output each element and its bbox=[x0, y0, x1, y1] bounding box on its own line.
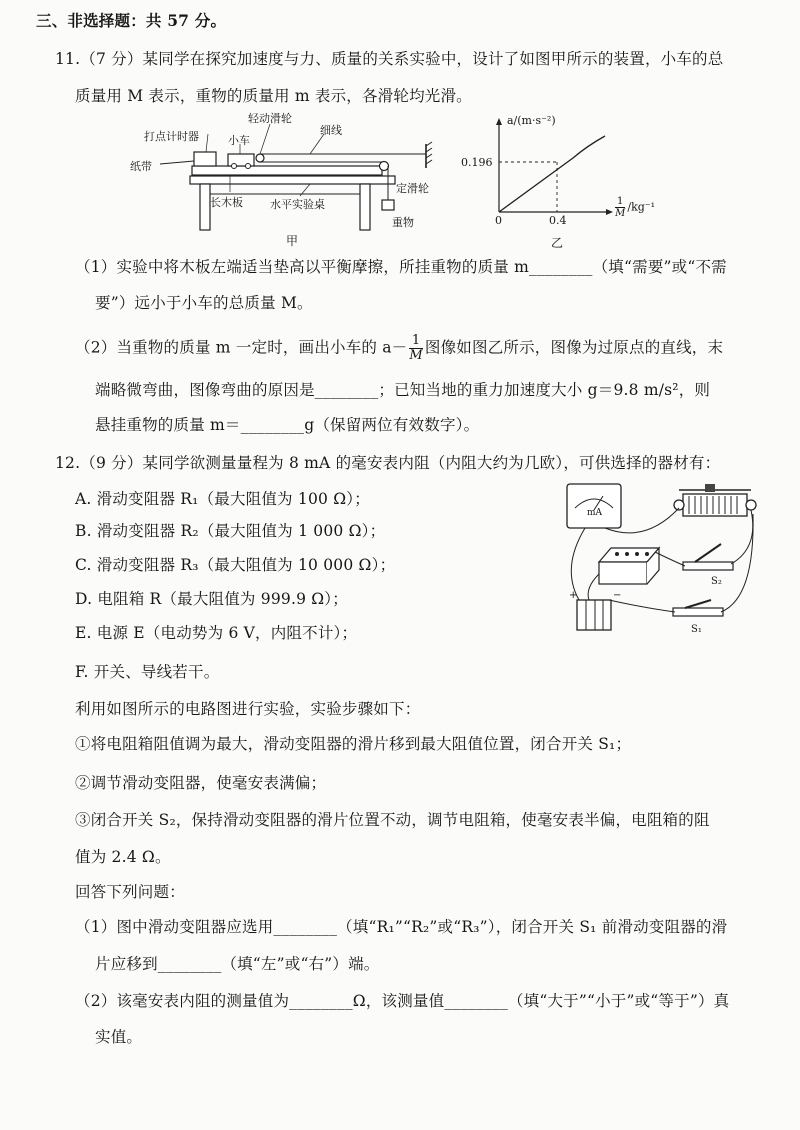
q12-option-c: C. 滑动变阻器 R₃（最大阻值为 10 000 Ω）； bbox=[75, 556, 396, 574]
graph-x-num: 1 bbox=[617, 196, 624, 207]
q11-part2-frac-num: 1 bbox=[409, 334, 423, 349]
graph-x-den: M bbox=[615, 208, 626, 219]
q11-stem-line1: 11.（7 分）某同学在探究加速度与力、质量的关系实验中，设计了如图甲所示的装置，小车的总 bbox=[55, 50, 724, 68]
caption-jia: 甲 bbox=[286, 234, 299, 248]
graph-y-mark: 0.196 bbox=[461, 156, 493, 169]
q11-part2-text-b: 图像如图乙所示，图像为过原点的直线，末 bbox=[424, 338, 724, 357]
label-cart: 小车 bbox=[228, 134, 250, 147]
q12-part2-line2: 实值。 bbox=[95, 1028, 143, 1046]
figure-jia bbox=[130, 108, 450, 248]
circuit-minus-label: − bbox=[613, 590, 622, 601]
q12-step-3: ③闭合开关 S₂，保持滑动变阻器的滑片位置不动，调节电阻箱，使毫安表半偏，电阻箱的阻 bbox=[75, 811, 710, 829]
q11-part1-line2: 要”）远小于小车的总质量 M。 bbox=[95, 294, 313, 312]
graph-x-unit: /kg⁻¹ bbox=[627, 200, 656, 214]
q11-part2-frac-den: M bbox=[409, 348, 423, 363]
circuit-meter-label: mA bbox=[587, 508, 603, 518]
q12-part2-line1: （2）该毫安表内阻的测量值为________Ω，该测量值________（填“大于”“小于”或“等于”）真 bbox=[75, 992, 730, 1010]
q11-part2-line1 bbox=[75, 334, 723, 363]
q11-part2-line3: 悬挂重物的质量 m＝________g（保留两位有效数字）。 bbox=[95, 416, 480, 434]
q12-part1-line2: 片应移到________（填“左”或“右”）端。 bbox=[95, 955, 380, 973]
q11-part2-line2: 端略微弯曲，图像弯曲的原因是________；已知当地的重力加速度大小 g＝9.8 m/s²，则 bbox=[95, 381, 711, 399]
q11-stem-line2: 质量用 M 表示，重物的质量用 m 表示，各滑轮均光滑。 bbox=[75, 87, 472, 105]
q12-option-b: B. 滑动变阻器 R₂（最大阻值为 1 000 Ω）； bbox=[75, 522, 386, 540]
q12-option-f: F. 开关、导线若干。 bbox=[75, 663, 220, 681]
caption-yi: 乙 bbox=[551, 236, 564, 250]
circuit-s1-label: S₁ bbox=[691, 624, 702, 635]
graph-x-mark: 0.4 bbox=[549, 214, 567, 227]
graph-a-vs-inverse-m bbox=[455, 110, 685, 250]
q12-option-e: E. 电源 E（电动势为 6 V，内阻不计）； bbox=[75, 624, 358, 642]
section-title: 三、非选择题：共 57 分。 bbox=[36, 11, 227, 30]
q12-option-d: D. 电阻箱 R（最大阻值为 999.9 Ω）； bbox=[75, 590, 348, 608]
label-fixed-pulley: 定滑轮 bbox=[396, 182, 429, 195]
q12-part1-line1: （1）图中滑动变阻器应选用________（填“R₁”“R₂”或“R₃”），闭合开关 S₁ 前滑动变阻器的滑 bbox=[75, 918, 728, 936]
q12-option-a: A. 滑动变阻器 R₁（最大阻值为 100 Ω）； bbox=[75, 490, 370, 508]
label-board: 长木板 bbox=[210, 196, 243, 209]
figure-circuit bbox=[555, 478, 765, 643]
q11-part1-line1: （1）实验中将木板左端适当垫高以平衡摩擦，所挂重物的质量 m________（填“需要”或“不需 bbox=[75, 258, 727, 276]
circuit-plus-label: + bbox=[569, 590, 578, 601]
label-tape: 纸带 bbox=[130, 160, 152, 173]
q12-step-3-cont: 值为 2.4 Ω。 bbox=[75, 848, 171, 866]
q12-answer-prompt: 回答下列问题： bbox=[75, 883, 185, 901]
q12-step-2: ②调节滑动变阻器，使毫安表满偏； bbox=[75, 774, 327, 792]
q12-step-1: ①将电阻箱阻值调为最大，滑动变阻器的滑片移到最大阻值位置，闭合开关 S₁； bbox=[75, 735, 632, 753]
label-string: 细线 bbox=[320, 124, 342, 137]
label-timer: 打点计时器 bbox=[144, 130, 199, 143]
graph-origin: 0 bbox=[495, 214, 502, 227]
q11-part2-text-a: （2）当重物的质量 m 一定时，画出小车的 a－ bbox=[75, 338, 408, 357]
circuit-s2-label: S₂ bbox=[711, 576, 722, 587]
q12-stem: 12.（9 分）某同学欲测量量程为 8 mA 的毫安表内阻（内阻大约为几欧），可供选择的器材有： bbox=[55, 454, 721, 472]
q12-intro: 利用如图所示的电路图进行实验，实验步骤如下： bbox=[75, 700, 421, 718]
figure-yi bbox=[455, 110, 685, 250]
circuit-drawing bbox=[555, 478, 765, 643]
label-table: 水平实验桌 bbox=[270, 198, 325, 211]
graph-x-axis-label bbox=[613, 196, 655, 219]
label-weight: 重物 bbox=[392, 216, 414, 229]
label-light-pulley: 轻动滑轮 bbox=[248, 112, 292, 125]
graph-y-axis-label: a/(m·s⁻²) bbox=[507, 114, 556, 127]
